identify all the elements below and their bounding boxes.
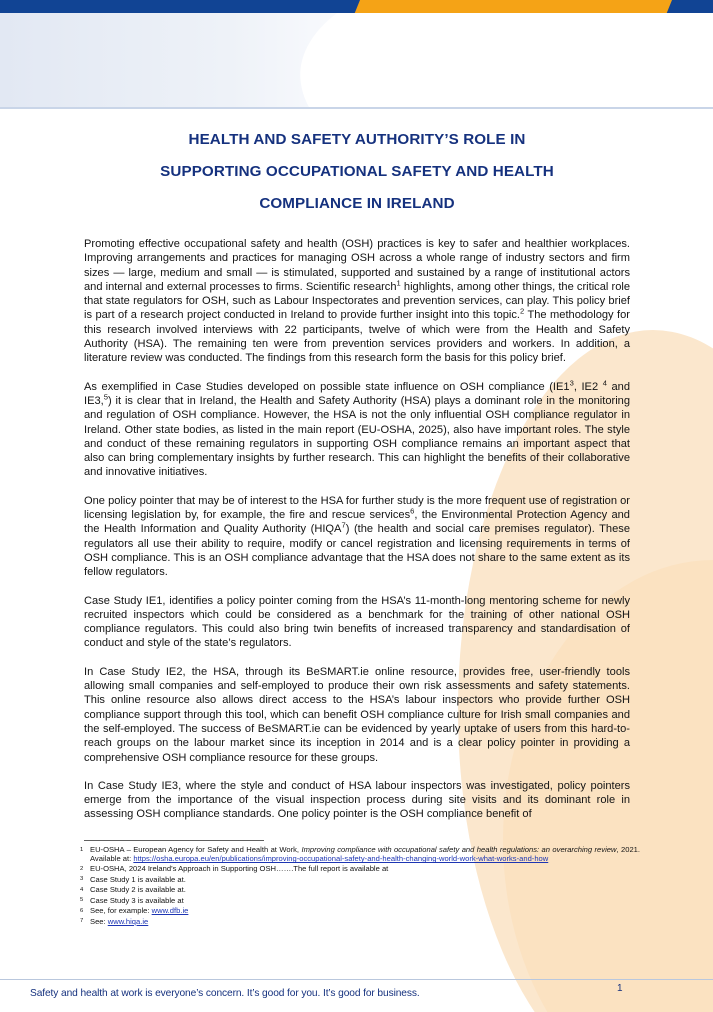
footnote-link[interactable]: https://osha.europa.eu/en/publications/improving-occupational-safety-and-health-changing-world-work-what-works-and-how xyxy=(133,854,549,864)
paragraph-case-studies-part-b: , IE2 xyxy=(573,380,603,393)
paragraph-case-study-ie2: In Case Study IE2, the HSA, through its BeSMART.ie online resource, provides free, user-friendly tools allowing small companies and self-employed to produce their own risk assessments and safety statements. This online resource also allows direct access to the HSA’s labour inspectors who provide further OSH compliance support through this tool, which can benefit OSH compliance culture for Irish small companies and the self-employed. The success of BeSMART.ie can be evidenced by yearly uptake of users from this hard-to-reach groups on the labour market since its inception in 2014 and is a clear policy pointer in providing a comprehensive OSH compliance resource for these groups. xyxy=(84,665,630,764)
footnote-number: 5 xyxy=(80,897,84,904)
footnote-ref-3[interactable]: 3 xyxy=(569,377,574,387)
header-white-curve xyxy=(294,13,607,109)
footer-separator-rule xyxy=(0,979,713,980)
paragraph-intro-part-a: Promoting effective occupational safety and health (OSH) practices is key to safer and healthier workplaces. Improving arrangements and practices for managing OSH across a whole range of industry sectors and firm sizes — large, medium and small — is stimulated, supported and sustained by a range of institutional actors and internal and external processes to firms. Scientific research xyxy=(84,238,630,293)
footnote-number: 4 xyxy=(80,886,84,893)
footnote-text-italic: Improving compliance with occupational safety and health regulations: an overarching review xyxy=(301,845,617,854)
footnote-item xyxy=(80,875,640,885)
footnotes-list xyxy=(80,845,640,927)
header-bottom-rule xyxy=(0,107,713,109)
footnote-text-mid: , 2021. Available at: xyxy=(90,845,640,864)
document-body xyxy=(84,237,630,822)
paragraph-case-studies-part-d: ) it is clear that in Ireland, the Health and Safety Authority (HSA) plays a dominant role in the monitoring and regulation of OSH compliance. However, the HSA is not the only influential OSH compliance regulator in Ireland. Other state bodies, as listed in the main report (EU-OSHA, 2025), also have important roles. The style and conduct of these remaining regulators in supporting OSH compliance remains an important aspect that also can bring complementary insights by further research. This can highlight the benefits of their collaborative and innovative initiatives. xyxy=(84,394,630,479)
footnote-text xyxy=(90,917,640,927)
footnote-number: 7 xyxy=(80,918,84,925)
page-title xyxy=(84,124,630,220)
footnote-text xyxy=(90,845,640,864)
footnote-separator-rule xyxy=(84,840,264,841)
paragraph-intro xyxy=(84,237,630,366)
footnote-text: EU-OSHA, 2024 Ireland’s Approach in Supporting OSH…….The full report is available at xyxy=(90,864,389,874)
page-header-band xyxy=(0,13,713,109)
footer-slogan: Safety and health at work is everyone’s concern. It’s good for you. It’s good for business. xyxy=(30,988,420,999)
footnote-text xyxy=(90,906,640,916)
paragraph-case-studies xyxy=(84,377,631,480)
footnote-number: 6 xyxy=(80,907,84,914)
footnote-ref-7[interactable]: 7 xyxy=(341,520,346,530)
footnote-text-pre: EU-OSHA – European Agency for Safety and Health at Work, xyxy=(90,845,302,854)
footnote-text: Case Study 1 is available at. xyxy=(90,874,186,884)
footnote-item xyxy=(80,906,640,916)
paragraph-licensing-part-a: One policy pointer that may be of interest to the HSA for further study is the more frequent use of registration or licensing legislation by, for example, the fire and rescue services xyxy=(84,494,630,522)
footnote-item xyxy=(80,864,640,874)
paragraph-case-studies-part-c: and IE3, xyxy=(84,380,631,407)
footnote-item xyxy=(80,896,640,906)
footnote-item xyxy=(80,845,640,864)
top-bar-orange-segment xyxy=(355,0,672,13)
footnote-ref-4[interactable]: 4 xyxy=(602,377,607,387)
footnote-number: 3 xyxy=(80,876,84,883)
footnote-item xyxy=(80,885,640,895)
paragraph-intro-part-b: highlights, among other things, the critical role that state regulators for OSH, such as Labour Inspectorates and prevention services, can play. This policy brief is part of a research project conducted in Ireland to provide further insight into this topic. xyxy=(84,280,630,322)
footnote-link[interactable]: www.dfb.ie xyxy=(151,906,189,916)
page-title-line-1: HEALTH AND SAFETY AUTHORITY’S ROLE IN xyxy=(188,131,526,148)
paragraph-licensing-part-c: ) (the health and social care premises regulator). These regulators all use their ability to require, modify or cancel registration and licensing requirements in terms of OSH compliance. This is an OSH compliance advantage that the HSA does not share to the same extent as its fellow regulators. xyxy=(84,523,630,579)
footnote-number: 2 xyxy=(80,865,84,872)
paragraph-intro-part-c: The methodology for this research involved interviews with 22 participants, twelve of which were from the Health and Safety Authority (HSA). The remaining ten were from prevention services providers and workers. In addition, a literature review was conducted. The findings from this research form the basis for this policy brief. xyxy=(84,309,630,365)
footnote-ref-6[interactable]: 6 xyxy=(410,506,415,516)
footnote-text-pre: See: xyxy=(90,916,108,926)
footnote-ref-1[interactable]: 1 xyxy=(396,278,401,288)
footnote-text: Case Study 2 is available at. xyxy=(90,885,186,895)
paragraph-policy-pointer-licensing xyxy=(84,494,630,580)
top-color-bar xyxy=(0,0,713,13)
paragraph-case-study-ie3: In Case Study IE3, where the style and conduct of HSA labour inspectors was investigated, policy pointers emerge from the importance of the visual inspection process during site visits and its dominant role in assessing OSH compliance standards. One policy pointer is the OSH compliance benefit of xyxy=(84,779,630,821)
page-title-line-2: SUPPORTING OCCUPATIONAL SAFETY AND HEALTH xyxy=(160,163,554,180)
page-title-line-3: COMPLIANCE IN IRELAND xyxy=(259,195,455,212)
page-number: 1 xyxy=(617,983,623,994)
footnote-link[interactable]: www.hiqa.ie xyxy=(107,916,149,926)
footnote-ref-5[interactable]: 5 xyxy=(103,392,108,402)
footnote-item xyxy=(80,917,640,927)
footnote-ref-2[interactable]: 2 xyxy=(520,306,525,316)
paragraph-case-study-ie1: Case Study IE1, identifies a policy pointer coming from the HSA’s 11-month-long mentoring scheme for newly recruited inspectors which could be considered as a benchmark for the training of other national OSH compliance regulators. This could also bring twin benefits of increased transparency and standardisation of conduct and style of the state’s regulators. xyxy=(84,594,630,650)
footnote-text: Case Study 3 is available at xyxy=(90,895,184,905)
footnote-number: 1 xyxy=(80,846,84,853)
paragraph-case-studies-part-a: As exemplified in Case Studies developed on possible state influence on OSH compliance (IE1 xyxy=(84,380,570,393)
footnote-text-pre: See, for example: xyxy=(90,906,152,916)
paragraph-licensing-part-b: , the Environmental Protection Agency and the Health Information and Quality Authority (HIQA xyxy=(84,509,630,536)
